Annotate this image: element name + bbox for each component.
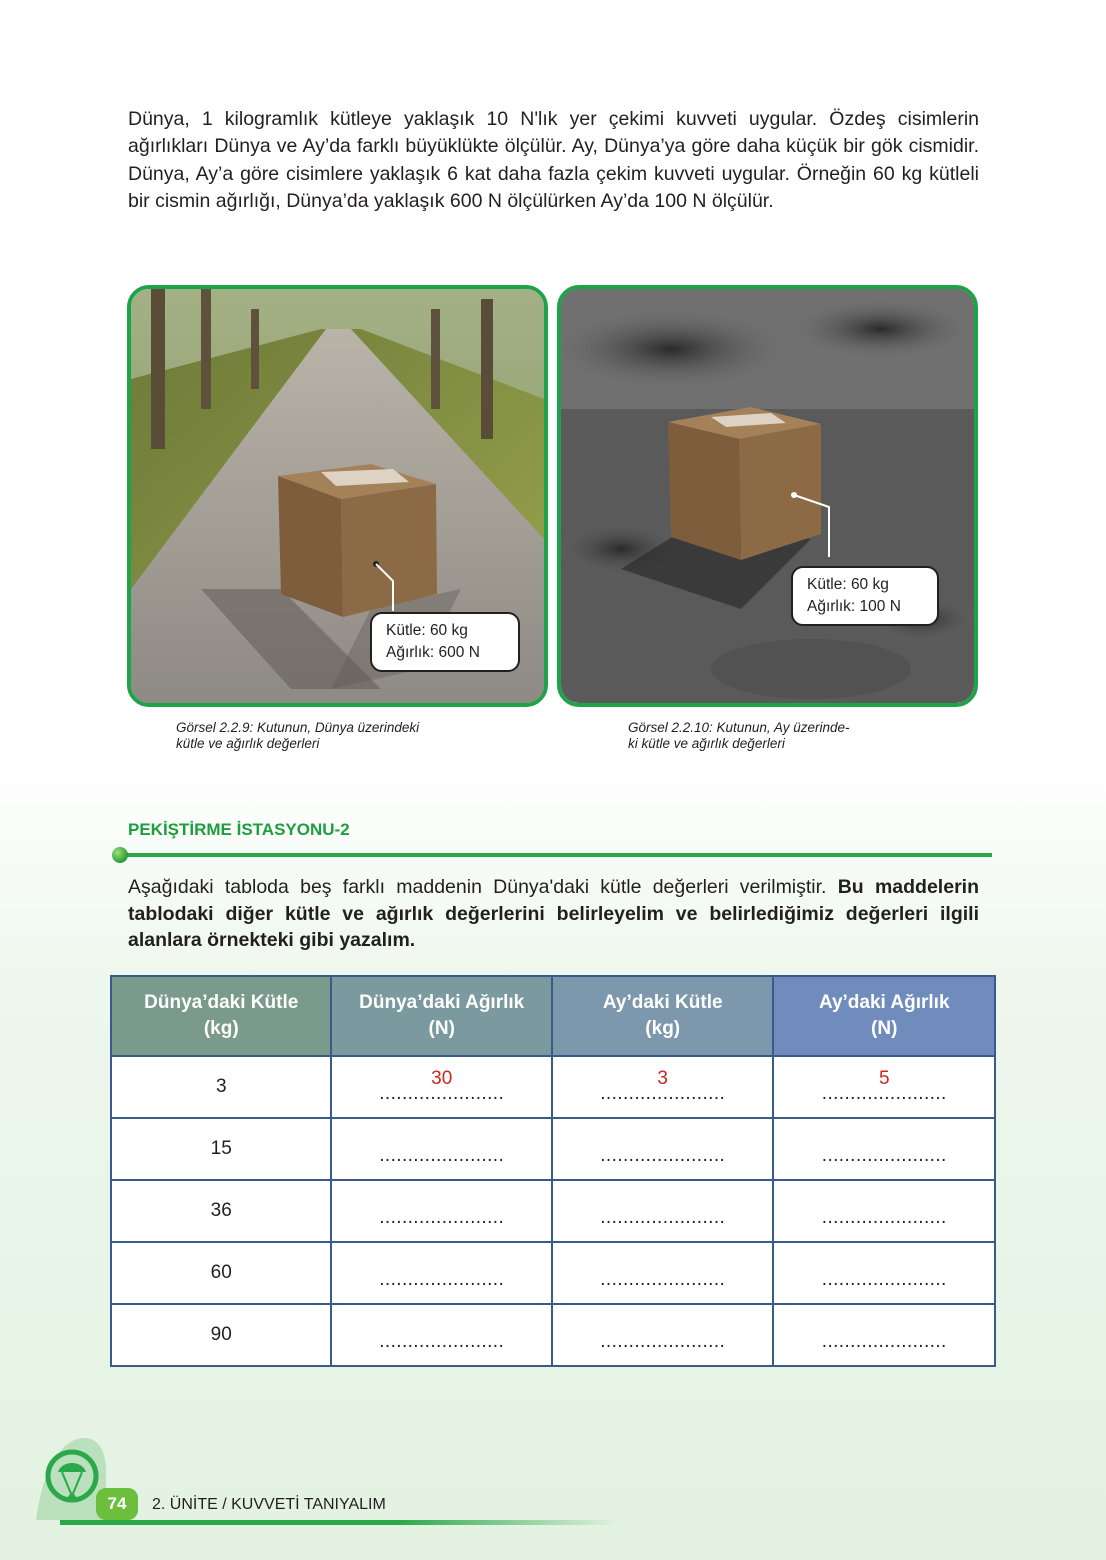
moon-surface-illustration [561, 289, 974, 703]
moon-weight-label: Ağırlık: 100 N [807, 598, 901, 615]
table-header-cell [331, 976, 552, 1056]
earth-mass-cell: 90 [111, 1304, 331, 1366]
answer-cell[interactable] [552, 1180, 774, 1242]
earth-mass-cell: 36 [111, 1180, 331, 1242]
blank-line: ...................... [821, 1145, 947, 1166]
answer-cell[interactable] [331, 1242, 552, 1304]
example-answer: 30 [431, 1068, 453, 1089]
header-unit: (kg) [203, 1018, 239, 1039]
mass-weight-table [110, 975, 996, 1367]
answer-cell[interactable] [552, 1056, 774, 1118]
example-answer: 3 [657, 1068, 668, 1089]
header-line1: Dünya’daki Kütle [144, 992, 299, 1013]
header-line1: Ay’daki Kütle [602, 992, 723, 1013]
blank-line: ...................... [600, 1269, 726, 1290]
earth-callout [370, 612, 520, 672]
footer-bar [60, 1520, 620, 1525]
instruction-plain: Aşağıdaki tabloda beş farklı maddenin Dünya'daki kütle değerleri verilmiştir. [128, 876, 838, 898]
earth-mass-cell: 60 [111, 1242, 331, 1304]
blank-line: ...................... [379, 1269, 505, 1290]
blank-line: ...................... [600, 1207, 726, 1228]
answer-cell[interactable] [773, 1304, 995, 1366]
earth-caption-line1: Görsel 2.2.9: Kutunun, Dünya üzerindeki [176, 720, 420, 735]
earth-caption [176, 720, 419, 752]
section-title: PEKİŞTİRME İSTASYONU-2 [128, 820, 350, 839]
blank-line: ...................... [821, 1083, 947, 1104]
answer-cell[interactable] [331, 1180, 552, 1242]
answer-cell[interactable] [773, 1056, 995, 1118]
answer-cell[interactable] [331, 1056, 552, 1118]
blank-line: ...................... [821, 1207, 947, 1228]
blank-line: ...................... [379, 1145, 505, 1166]
intro-paragraph: Dünya, 1 kilogramlık kütleye yaklaşık 10 N'lık yer çekimi kuvveti uygular. Özdeş cisimlerin ağırlıkları Dünya ve Ay’da farklı büyüklükte ölçülür. Ay, Dünya’ya göre daha küçük bir gök cismidir. Dünya, Ay’a göre cisimlere yaklaşık 6 kat daha fazla çekim kuvveti uygular. Örneğin 60 kg kütleli bir cismin ağırlığı, Dünya’da yaklaşık 600 N ölçülürken Ay’da 100 N ölçülür. [128, 108, 979, 213]
header-line1: Ay’daki Ağırlık [818, 992, 950, 1013]
answer-cell[interactable] [331, 1304, 552, 1366]
moon-box-photo [557, 285, 978, 707]
table-row [111, 1056, 995, 1118]
table-header-cell [552, 976, 774, 1056]
blank-line: ...................... [379, 1207, 505, 1228]
blank-line: ...................... [600, 1145, 726, 1166]
earth-mass-cell: 15 [111, 1118, 331, 1180]
answer-cell[interactable] [773, 1180, 995, 1242]
table-body [111, 1056, 995, 1366]
header-unit: (N) [428, 1018, 455, 1039]
blank-line: ...................... [821, 1269, 947, 1290]
answer-cell[interactable] [773, 1118, 995, 1180]
page-number: 74 [96, 1488, 138, 1520]
table-row [111, 1242, 995, 1304]
moon-caption-line2: ki kütle ve ağırlık değerleri [628, 736, 785, 751]
answer-cell[interactable] [331, 1118, 552, 1180]
table-header-cell [111, 976, 331, 1056]
moon-caption-line1: Görsel 2.2.10: Kutunun, Ay üzerinde- [628, 720, 850, 735]
earth-mass-label: Kütle: 60 kg [386, 622, 468, 639]
blank-line: ...................... [600, 1331, 726, 1352]
answer-cell[interactable] [552, 1118, 774, 1180]
table-header-cell [773, 976, 995, 1056]
moon-mass-label: Kütle: 60 kg [807, 576, 889, 593]
blank-line: ...................... [821, 1331, 947, 1352]
blank-line: ...................... [379, 1083, 505, 1104]
answer-cell[interactable] [773, 1242, 995, 1304]
table-row [111, 1304, 995, 1366]
instruction-bold: Bu maddelerin tablodaki diğer kütle ve ağırlık değerlerini belirleyelim ve belirlediğimiz değerleri ilgili alanlara örnekteki gibi yazalım. [128, 876, 979, 951]
blank-line: ...................... [600, 1083, 726, 1104]
section-bullet-icon [112, 847, 128, 863]
unit-title: 2. ÜNİTE / KUVVETİ TANIYALIM [152, 1496, 386, 1513]
header-unit: (kg) [645, 1018, 681, 1039]
moon-caption [628, 720, 850, 752]
table-row [111, 1180, 995, 1242]
table-header-row [111, 976, 995, 1056]
moon-callout [791, 566, 939, 626]
blank-line: ...................... [379, 1331, 505, 1352]
section-divider [118, 853, 992, 857]
table-row [111, 1118, 995, 1180]
header-line1: Dünya’daki Ağırlık [359, 992, 525, 1013]
earth-weight-label: Ağırlık: 600 N [386, 644, 480, 661]
earth-mass-cell: 3 [111, 1056, 331, 1118]
answer-cell[interactable] [552, 1242, 774, 1304]
example-answer: 5 [878, 1068, 890, 1089]
answer-cell[interactable] [552, 1304, 774, 1366]
task-instruction [128, 874, 979, 954]
header-unit: (N) [871, 1018, 898, 1039]
earth-caption-line2: kütle ve ağırlık değerleri [176, 736, 320, 751]
